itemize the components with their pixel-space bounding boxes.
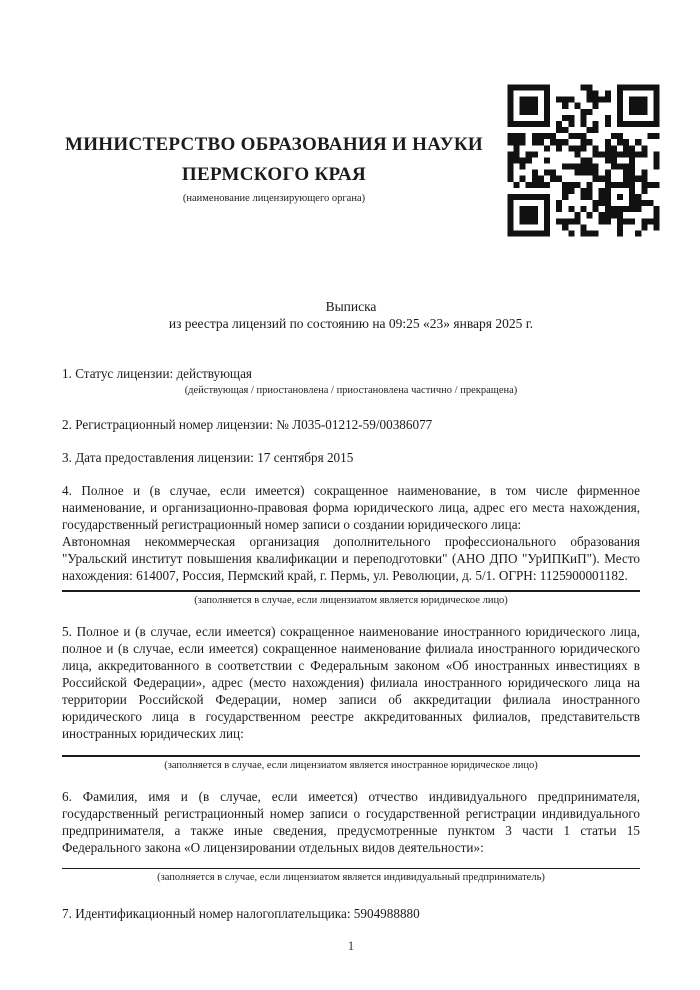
document-title: Выписка (325, 299, 377, 314)
item-1-note: (действующая / приостановлена / приостановлена частично / прекращена) (184, 385, 518, 396)
item-5-note: (заполняется в случае, если лицензиатом является иностранное юридическое лицо) (164, 760, 538, 771)
document-header (62, 82, 640, 240)
document-subtitle: из реестра лицензий по состоянию на 09:25 «23» января 2025 г. (168, 316, 534, 331)
licensing-authority (62, 130, 486, 204)
item-5-foreign-entity: 5. Полное и (в случае, если имеется) сокращенное наименование иностранного юридического лица, полное и (в случае, если имеется) сокращенное наименование филиала иностранного юридического лица, аккредитованного в соответствии с Федеральным законом «Об иностранных инвестициях в Российской Федерации», адрес (место нахождения) филиала иностранного юридического лица на территории Российской Федерации, номер записи об аккредитации филиала иностранного юридического лица в государственном реестре аккредитованных филиалов, представительств иностранных юридических лиц: (62, 624, 640, 741)
item-4-label: 4. Полное и (в случае, если имеется) сокращенное наименование, в том числе фирменное наименование, и организационно-правовая форма юридического лица, адрес его места нахождения, государственный регистрационный номер записи о создании юридического лица: (62, 483, 640, 532)
qr-code-icon (505, 82, 662, 239)
page-number: 1 (347, 939, 355, 953)
ministry-name-line1: МИНИСТЕРСТВО ОБРАЗОВАНИЯ И НАУКИ (64, 134, 484, 155)
item-3-license-date: 3. Дата предоставления лицензии: 17 сентября 2015 (62, 450, 354, 465)
ministry-name-line2: ПЕРМСКОГО КРАЯ (181, 164, 367, 185)
item-7-taxpayer-number: 7. Идентификационный номер налогоплательщика: 5904988880 (62, 906, 420, 921)
item-4-fill-line (62, 590, 640, 592)
ministry-caption: (наименование лицензирующего органа) (182, 193, 366, 204)
document-title-block (62, 298, 640, 332)
item-5-fill-line (62, 755, 640, 757)
item-6-individual-entrepreneur: 6. Фамилия, имя и (в случае, если имеется) отчество индивидуального предпринимателя, государственный регистрационный номер записи о государственной регистрации индивидуального предпринимателя, а также иные сведения, предусмотренные пунктом 3 части 1 статьи 15 Федерального закона «О лицензировании отдельных видов деятельности»: (62, 789, 640, 855)
item-4-note: (заполняется в случае, если лицензиатом является юридическое лицо) (194, 595, 508, 606)
item-6-note: (заполняется в случае, если лицензиатом является индивидуальный предприниматель) (157, 872, 545, 883)
item-2-registration-number: 2. Регистрационный номер лицензии: № Л035-01212-59/00386077 (62, 417, 433, 432)
ministry-name (62, 130, 486, 190)
item-4-legal-entity (62, 482, 640, 584)
item-6-fill-line (62, 868, 640, 869)
item-4-value: Автономная некоммерческая организация дополнительного профессионального образования "Уральский институт повышения квалификации и переподготовки" (АНО ДПО "УрИПКиП"). Место нахождения: 614007, Россия, Пермский край, г. Пермь, ул. Революции, д. 5/1. ОГРН: 1125900001182. (62, 534, 640, 583)
item-1-status: 1. Статус лицензии: действующая (62, 366, 253, 381)
